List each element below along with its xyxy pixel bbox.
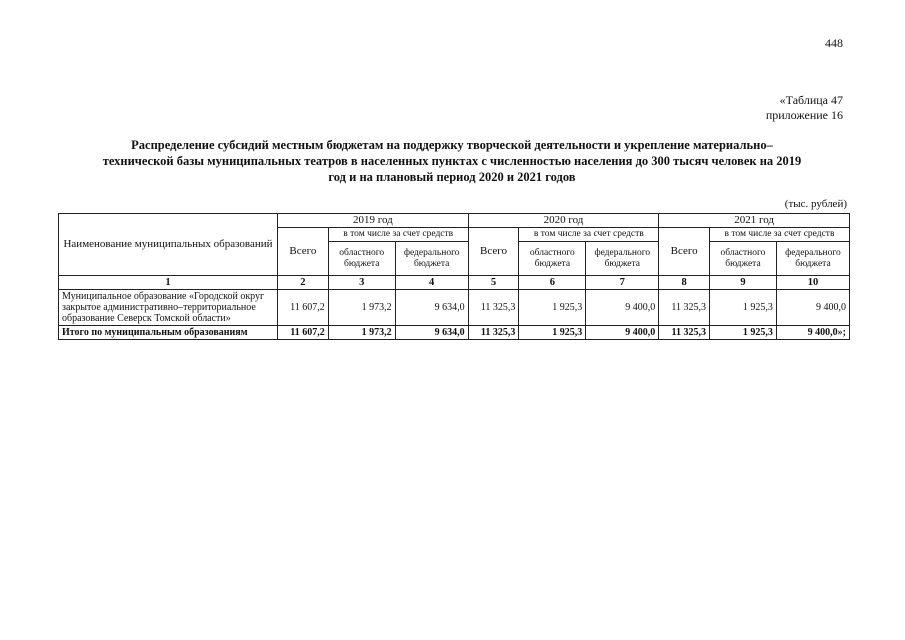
column-number: 3 [328,276,395,290]
year-header-2019: 2019 год [278,214,469,228]
value-cell: 1 973,2 [328,290,395,326]
including-header-2019: в том числе за счет средств [328,228,468,242]
regional-header-2019: областного бюджета [328,242,395,276]
column-number: 6 [519,276,586,290]
document-title [52,137,852,185]
table-number: «Таблица 47 [779,93,843,107]
total-header-2021: Всего [659,228,710,276]
value-cell: 11 607,2 [278,290,329,326]
subsidy-table [58,213,850,340]
total-value-cell: 9 400,0»; [776,326,849,340]
column-number: 2 [278,276,329,290]
value-cell: 11 325,3 [659,290,710,326]
column-number: 9 [709,276,776,290]
value-cell: 9 400,0 [586,290,659,326]
title-line-3: год и на плановый период 2020 и 2021 годов [328,170,576,184]
column-number: 1 [59,276,278,290]
federal-header-2021: федерального бюджета [776,242,849,276]
appendix-number: приложение 16 [765,108,843,122]
total-row-label: Итого по муниципальным образованиям [59,326,278,340]
total-value-cell: 11 607,2 [278,326,329,340]
total-value-cell: 9 634,0 [395,326,468,340]
including-header-2020: в том числе за счет средств [519,228,659,242]
total-value-cell: 11 325,3 [468,326,519,340]
total-value-cell: 9 400,0 [586,326,659,340]
column-number-row [59,276,850,290]
title-line-2: технической базы муниципальных театров в населенных пунктах с численностью населения до 300 тысяч человек на 2019 [102,154,802,168]
value-cell: 1 925,3 [709,290,776,326]
total-value-cell: 11 325,3 [659,326,710,340]
title-line-1: Распределение субсидий местным бюджетам на поддержку творческой деятельности и укрепление материально– [131,138,773,152]
total-value-cell: 1 973,2 [328,326,395,340]
column-number: 8 [659,276,710,290]
column-number: 5 [468,276,519,290]
header-row-years [59,214,850,228]
total-value-cell: 1 925,3 [519,326,586,340]
column-number: 4 [395,276,468,290]
value-cell: 1 925,3 [519,290,586,326]
total-header-2019: Всего [278,228,329,276]
table-row [59,290,850,326]
page-number: 448 [825,36,843,50]
value-cell: 11 325,3 [468,290,519,326]
column-number: 7 [586,276,659,290]
total-header-2020: Всего [468,228,519,276]
federal-header-2020: федерального бюджета [586,242,659,276]
total-row [59,326,850,340]
annex-reference [766,93,843,123]
municipality-column-header: Наименование муниципальных образований [59,214,278,276]
column-number: 10 [776,276,849,290]
value-cell: 9 634,0 [395,290,468,326]
regional-header-2021: областного бюджета [709,242,776,276]
including-header-2021: в том числе за счет средств [709,228,849,242]
federal-header-2019: федерального бюджета [395,242,468,276]
units-label: (тыс. рублей) [784,198,847,210]
value-cell: 9 400,0 [776,290,849,326]
year-header-2021: 2021 год [659,214,850,228]
total-value-cell: 1 925,3 [709,326,776,340]
regional-header-2020: областного бюджета [519,242,586,276]
municipality-name: Муниципальное образование «Городской округ закрытое административно–территориальное образование Северск Томской области» [59,290,278,326]
year-header-2020: 2020 год [468,214,659,228]
